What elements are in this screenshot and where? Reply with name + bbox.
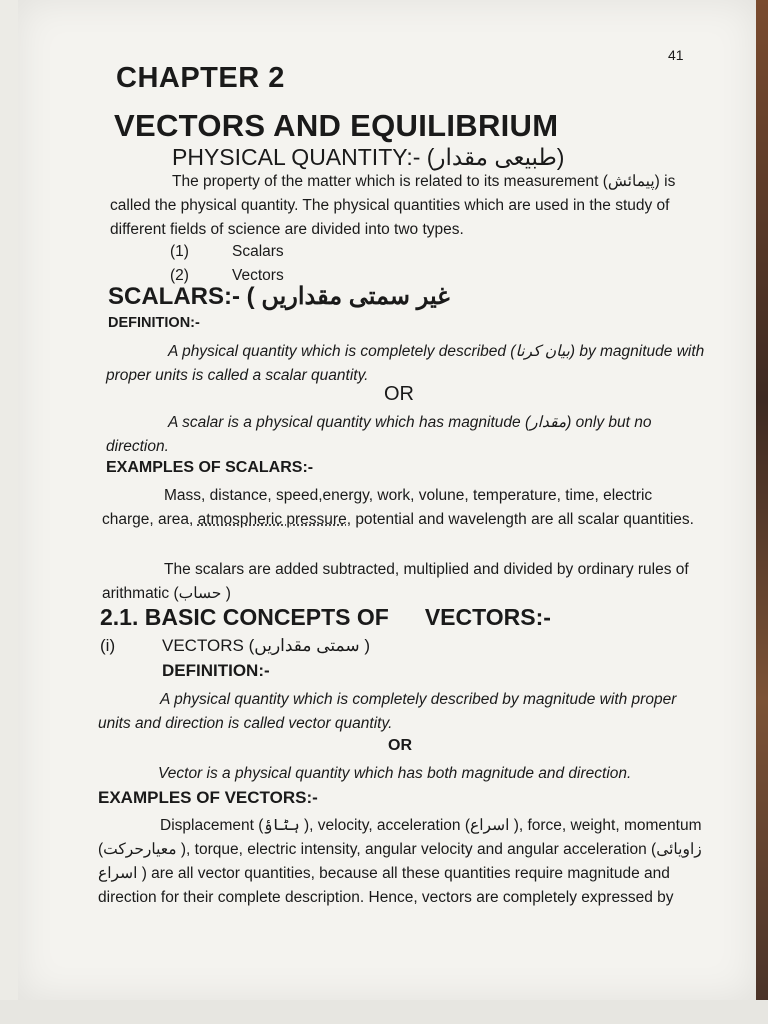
scalars-heading: SCALARS:- ( غیر سمتی مقداریں: [108, 283, 450, 310]
vector-definition-paragraph: [98, 688, 704, 736]
vector-examples-paragraph: [98, 814, 702, 910]
scalar-examples-heading: EXAMPLES OF SCALARS:-: [106, 459, 314, 476]
document-page: [18, 0, 756, 1000]
scalars-definition-label: DEFINITION:-: [108, 315, 200, 331]
page-left-edge: [0, 0, 18, 1024]
scalar-examples-underlined: atmospheric pressure: [197, 511, 347, 528]
vectors-item-number: (i): [100, 636, 116, 655]
scalar-definition-paragraph: [106, 340, 712, 388]
page-number: 41: [668, 47, 684, 63]
list-item-number: (2): [170, 267, 189, 284]
vector-alt-definition: Vector is a physical quantity which has both magnitude and direction.: [158, 765, 632, 782]
vectors-item-label: VECTORS (سمتی مقداریں ): [162, 636, 370, 655]
scalar-alt-definition-paragraph: [106, 411, 712, 459]
scalar-alt-definition: A scalar is a physical quantity which has magnitude (مقدار) only but no direction.: [106, 414, 652, 455]
list-item-number: (1): [170, 243, 189, 260]
physical-quantity-paragraph: [110, 170, 710, 242]
quantity-types-list: [170, 240, 284, 288]
or-separator-2: OR: [388, 737, 412, 754]
scalar-rules: The scalars are added subtracted, multiplied and divided by ordinary rules of arithmatic (حساب ): [102, 561, 689, 602]
basic-concepts-heading-vectors: VECTORS:-: [424, 604, 551, 630]
basic-concepts-heading-part: 2.1. BASIC CONCEPTS OF: [100, 604, 389, 630]
scalar-examples-start: Mass, distance, speed,energy, work, volune, temperature, time, electric charge, area,: [102, 487, 653, 528]
chapter-label: CHAPTER 2: [116, 62, 285, 94]
list-item-label: Vectors: [232, 267, 284, 284]
chapter-title: VECTORS AND EQUILIBRIUM: [114, 108, 559, 143]
physical-quantity-text: The property of the matter which is related to its measurement (پیمائش) is called the physical quantity. The physical quantities which are used in the study of different fields of science are divided into two types.: [110, 173, 676, 238]
scalar-rules-paragraph: [102, 558, 704, 606]
list-item-label: Scalars: [232, 243, 284, 260]
vector-definition: A physical quantity which is completely described by magnitude with proper units and direction is called vector quantity.: [98, 691, 677, 732]
page-bottom-edge: [0, 1000, 768, 1024]
vectors-item: [100, 636, 370, 656]
list-item: [170, 240, 284, 264]
or-separator: OR: [384, 383, 414, 405]
vector-examples: Displacement (ہٹاؤ ), velocity, acceleration (اسراع ), force, weight, momentum (معیارحرکت ), torque, electric intensity, angular velocity and angular acceleration (زاویائی اسراع ) are all vector quantities, because all these quantities require magnitude and direction for their complete description. Hence, vectors are completely expressed by: [98, 817, 702, 906]
background-edge: [756, 0, 768, 1000]
scalar-examples-end: , potential and wavelength are all scalar quantities.: [346, 511, 694, 528]
physical-quantity-heading: PHYSICAL QUANTITY:- (طبیعی مقدار): [172, 144, 565, 170]
scalar-definition: A physical quantity which is completely described (بیان کرنا) by magnitude with proper units is called a scalar quantity.: [106, 343, 705, 384]
basic-concepts-heading: [100, 604, 551, 631]
scalar-examples-paragraph: [102, 484, 704, 532]
vector-examples-heading: EXAMPLES OF VECTORS:-: [98, 788, 318, 807]
vectors-definition-label: DEFINITION:-: [162, 661, 270, 680]
